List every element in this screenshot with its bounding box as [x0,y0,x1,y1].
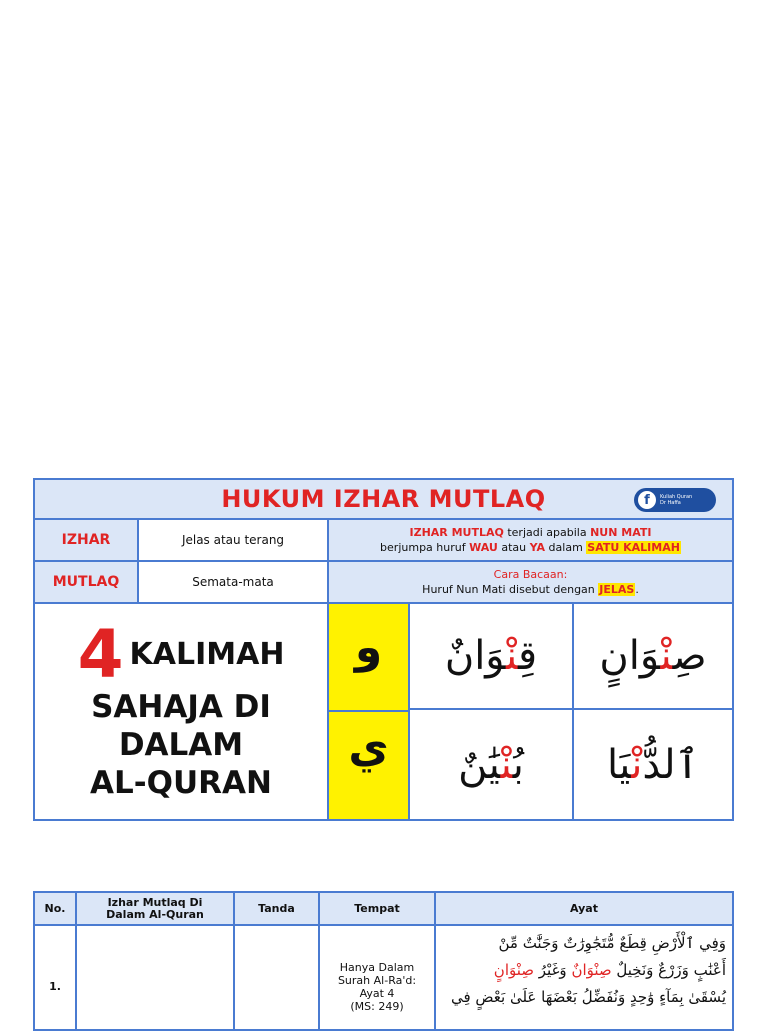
letter-ya: ي [348,722,389,773]
cara-bacaan-text-line [422,582,639,597]
cell-tanda [233,926,318,1029]
cara-bacaan-jelas: JELAS [599,583,635,596]
izhar-note-ya: YA [529,541,546,554]
cara-bacaan-note [327,562,732,602]
word-qinwan-nun: نْ [505,633,519,679]
izhar-mutlaq-table [33,891,734,1031]
word-dunya-part1: ٱلدُّ [642,741,700,788]
mutlaq-meaning: Semata-mata [137,562,327,602]
izhar-note [327,520,732,560]
ayat-line2-part1: أَعْنَٰبٍ وَزَرْعٌ وَنَخِيلٌ [611,961,726,979]
ayat-line3: يُسْقَىٰ بِمَآءٍ وَٰحِدٍ وَنُفَضِّلُ بَعْضَهَا عَلَىٰ بَعْضٍ فِي [450,988,726,1006]
mutlaq-row [35,562,732,604]
table-header [35,893,732,926]
word-dunya-nun: نْ [631,741,643,788]
word-dunya-part2: يَا [606,741,632,788]
facebook-icon: f [638,491,656,509]
izhar-note-line2 [380,540,681,555]
ayat-line2-part2: وَغَيْرُ [534,961,572,979]
al-quran-line: AL-QURAN [90,764,272,801]
four-kalimah-line1 [77,615,285,693]
kalimah-row [35,604,732,819]
word-sinwan-part2: وَانٍ [599,633,661,679]
word-sinwan-nun: نْ [660,633,673,679]
dalam-line: DALAM [118,726,244,763]
ayat-line2 [442,957,726,984]
word-bunyan-part2: يَٰنٌ [458,741,501,788]
four-kalimah-heading [35,604,327,819]
letters-divider [329,710,408,712]
letters-column [327,604,408,819]
word-sinwan [572,604,732,710]
tempat-line1: Hanya Dalam [339,961,415,974]
kalimah-word: KALIMAH [129,637,285,672]
izhar-meaning: Jelas atau terang [137,520,327,560]
word-sinwan-part1: صِ [672,633,707,679]
izhar-note-satu-kalimah: SATU KALIMAH [587,541,680,554]
header-izhar: Izhar Mutlaq Di Dalam Al-Quran [75,893,233,924]
header-tempat: Tempat [318,893,434,924]
header-no: No. [44,901,66,915]
izhar-row [35,520,732,562]
cara-bacaan-end: . [635,583,639,596]
card-title-row [35,480,732,520]
facebook-badge[interactable] [634,488,716,512]
cell-no: 1. [49,980,61,993]
card-title: HUKUM IZHAR MUTLAQ [221,485,546,513]
ayat-line1: وَفِي ٱلْأَرْضِ قِطَعٌ مُّتَجَٰوِرَٰتٌ وَجَنَّٰتٌ مِّنْ [498,934,726,952]
word-qinwan [408,604,572,710]
word-dunya [572,710,732,819]
izhar-note-term: IZHAR MUTLAQ [409,526,504,539]
sahaja-di-line: SAHAJA DI [91,688,271,725]
cell-tempat [318,926,434,1029]
word-qinwan-part2: وَانٌ [444,633,506,679]
izhar-note-text1: terjadi apabila [503,526,591,539]
facebook-badge-line2: Dr Haffa [660,500,681,506]
mutlaq-label: MUTLAQ [35,562,137,602]
facebook-badge-text [660,494,692,506]
header-tanda: Tanda [233,893,318,924]
izhar-note-wau: WAU [469,541,498,554]
word-bunyan [408,710,572,819]
table-row [35,926,732,1029]
izhar-note-text4: dalam [545,541,587,554]
izhar-note-line1 [410,525,652,540]
ayat-sinwan-1: صِنْوَانٌ [571,961,612,979]
izhar-mutlaq-card [33,478,734,821]
cara-bacaan-text: Huruf Nun Mati disebut dengan [422,583,599,596]
ayat-sinwan-2: صِنْوَانٍ [493,961,534,979]
word-bunyan-part1: بُ [512,741,524,788]
tempat-line2: Surah Al-Ra'd: [337,974,417,987]
izhar-note-text2: berjumpa huruf [380,541,470,554]
cell-ayat [434,926,732,1029]
izhar-label: IZHAR [35,520,137,560]
word-bunyan-nun: نْ [500,741,513,788]
tempat-line4: (MS: 249) [350,1000,404,1013]
word-qinwan-part1: قِ [518,633,538,679]
cell-izhar [75,926,233,1029]
letter-waw: و [354,622,383,673]
four-number: 4 [77,615,124,693]
izhar-note-nun-mati: NUN MATI [590,526,652,539]
cara-bacaan-heading: Cara Bacaan: [493,568,568,581]
facebook-badge-line1: Kuliah Quran [660,494,693,500]
header-ayat: Ayat [434,893,732,924]
izhar-note-text3: atau [497,541,530,554]
tempat-line3: Ayat 4 [359,987,395,1000]
